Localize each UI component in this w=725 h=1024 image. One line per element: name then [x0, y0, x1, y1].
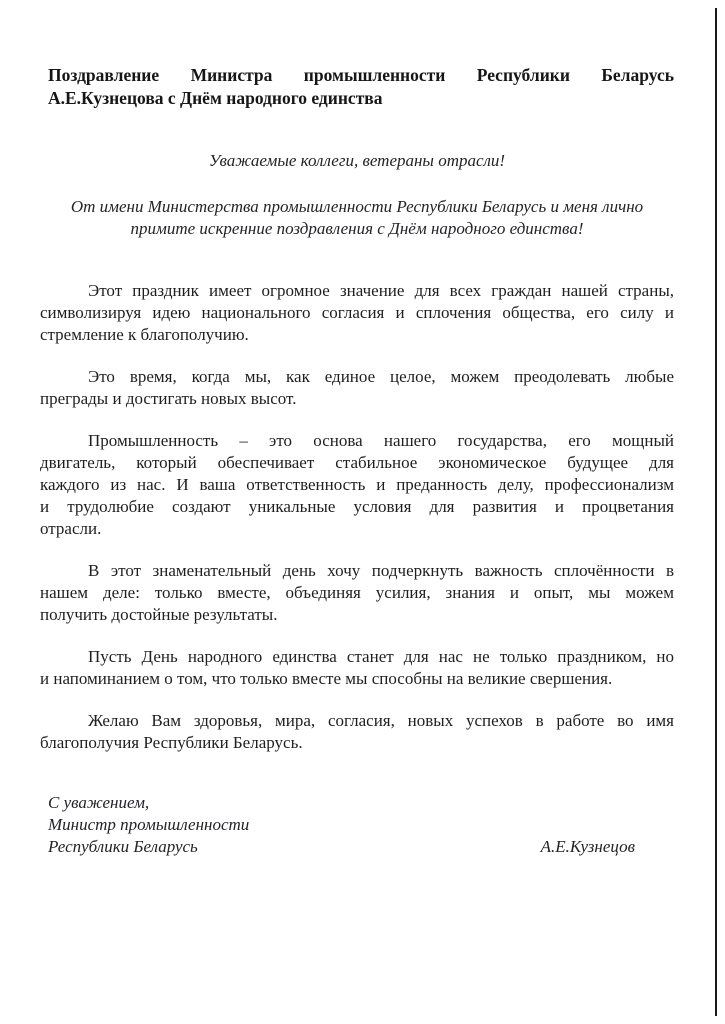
- paragraph-line: Промышленность – это основа нашего государства, его мощный: [88, 431, 674, 450]
- paragraph-line: благополучия Республики Беларусь.: [40, 733, 303, 752]
- signature-name: А.Е.Кузнецов: [540, 837, 635, 856]
- intro-greeting-line-2: примите искренние поздравления с Днём народного единства!: [130, 219, 584, 238]
- paragraph-line: каждого из нас. И ваша ответственность и преданность делу, профессионализм: [40, 475, 674, 494]
- paragraph-line: и трудолюбие создают уникальные условия для развития и процветания: [40, 497, 674, 516]
- paragraph-line: символизируя идею национального согласия и сплочения общества, его силу и: [40, 303, 674, 322]
- salutation: Уважаемые коллеги, ветераны отрасли!: [208, 151, 506, 170]
- scan-edge-line: [715, 8, 717, 1016]
- intro-greeting: [40, 196, 674, 240]
- letter-title-line-1: Поздравление Министра промышленности Республики Беларусь: [48, 65, 674, 85]
- paragraph-line: стремление к благополучию.: [40, 325, 249, 344]
- paragraph-line: преграды и достигать новых высот.: [40, 389, 297, 408]
- signature-row: [48, 836, 674, 858]
- body-paragraph: [40, 646, 674, 690]
- body-paragraph: [40, 560, 674, 626]
- paragraph-line: нашем деле: только вместе, объединяя усилия, знания и опыт, мы можем: [40, 583, 674, 602]
- body-paragraph: [40, 366, 674, 410]
- signature-position-line-2: Республики Беларусь: [48, 837, 198, 856]
- letter-title-line-2: А.Е.Кузнецова с Днём народного единства: [48, 88, 383, 108]
- letter-title: [48, 64, 674, 110]
- paragraph-line: двигатель, который обеспечивает стабильное экономическое будущее для: [40, 453, 674, 472]
- signature-closing: С уважением,: [48, 793, 150, 812]
- paragraph-line: отрасли.: [40, 519, 102, 538]
- intro-greeting-line-1: От имени Министерства промышленности Республики Беларусь и меня лично: [70, 197, 644, 216]
- signature-position-line-1: Министр промышленности: [48, 815, 250, 834]
- paragraph-line: Желаю Вам здоровья, мира, согласия, новых успехов в работе во имя: [88, 711, 674, 730]
- letter-content: [40, 64, 674, 858]
- body-paragraph: [40, 430, 674, 540]
- paragraph-line: Пусть День народного единства станет для нас не только праздником, но: [88, 647, 674, 666]
- paragraph-line: получить достойные результаты.: [40, 605, 278, 624]
- paragraph-line: В этот знаменательный день хочу подчеркнуть важность сплочённости в: [88, 561, 674, 580]
- signature-block: [48, 792, 674, 858]
- paragraph-line: и напоминанием о том, что только вместе мы способны на великие свершения.: [40, 669, 613, 688]
- body-paragraph: [40, 280, 674, 346]
- body-paragraph: [40, 710, 674, 754]
- paragraph-line: Этот праздник имеет огромное значение для всех граждан нашей страны,: [88, 281, 674, 300]
- paragraph-line: Это время, когда мы, как единое целое, можем преодолевать любые: [88, 367, 674, 386]
